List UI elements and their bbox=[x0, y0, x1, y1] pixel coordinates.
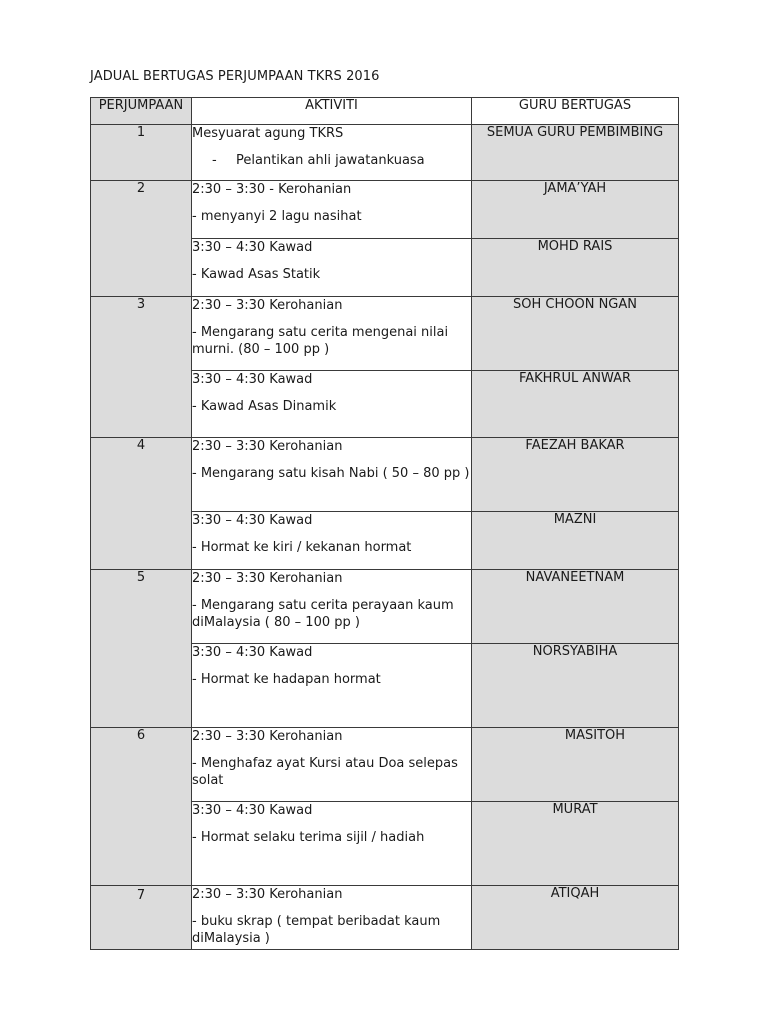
meeting-number: 3 bbox=[91, 297, 192, 438]
activity-line: - Hormat ke hadapan hormat bbox=[192, 672, 381, 687]
activity-line: - Hormat selaku terima sijil / hadiah bbox=[192, 830, 425, 845]
activity-line: - Hormat ke kiri / kekanan hormat bbox=[192, 540, 412, 555]
activity-cell bbox=[192, 644, 472, 728]
activity-cell bbox=[192, 802, 472, 886]
teacher-on-duty: MURAT bbox=[472, 802, 679, 886]
meeting-number: 1 bbox=[91, 125, 192, 181]
table-row bbox=[91, 181, 679, 239]
activity-cell bbox=[192, 125, 472, 181]
table-row bbox=[91, 570, 679, 644]
header-perjumpaan: PERJUMPAAN bbox=[91, 98, 192, 125]
meeting-number: 5 bbox=[91, 570, 192, 728]
teacher-on-duty: MOHD RAIS bbox=[472, 239, 679, 297]
teacher-on-duty: FAEZAH BAKAR bbox=[472, 438, 679, 512]
activity-line: 3:30 – 4:30 Kawad bbox=[192, 372, 313, 387]
activity-line: 3:30 – 4:30 Kawad bbox=[192, 803, 313, 818]
teacher-on-duty: NORSYABIHA bbox=[472, 644, 679, 728]
activity-cell bbox=[192, 181, 472, 239]
table-row bbox=[91, 728, 679, 802]
header-guru-bertugas: GURU BERTUGAS bbox=[472, 98, 679, 125]
activity-line: 3:30 – 4:30 Kawad bbox=[192, 645, 313, 660]
bullet-dash: - bbox=[212, 153, 217, 168]
activity-cell bbox=[192, 512, 472, 570]
teacher-on-duty: MASITOH bbox=[472, 728, 679, 802]
activity-line: - Mengarang satu cerita perayaan kaum diMalaysia ( 80 – 100 pp ) bbox=[192, 598, 454, 630]
document-title: JADUAL BERTUGAS PERJUMPAAN TKRS 2016 bbox=[90, 69, 380, 84]
activity-cell bbox=[192, 438, 472, 512]
activity-line: Mesyuarat agung TKRS bbox=[192, 126, 344, 141]
meeting-number: 6 bbox=[91, 728, 192, 886]
meeting-number: 4 bbox=[91, 438, 192, 570]
teacher-on-duty: FAKHRUL ANWAR bbox=[472, 371, 679, 438]
teacher-on-duty: ATIQAH bbox=[472, 886, 679, 950]
activity-cell bbox=[192, 371, 472, 438]
activity-line: - Mengarang satu kisah Nabi ( 50 – 80 pp ) bbox=[192, 466, 470, 481]
activity-line: 2:30 – 3:30 Kerohanian bbox=[192, 571, 343, 586]
activity-line: 3:30 – 4:30 Kawad bbox=[192, 240, 313, 255]
teacher-on-duty: SEMUA GURU PEMBIMBING bbox=[472, 125, 679, 181]
activity-line: - Kawad Asas Statik bbox=[192, 267, 321, 282]
activity-line: 2:30 – 3:30 Kerohanian bbox=[192, 298, 343, 313]
activity-line: 2:30 – 3:30 Kerohanian bbox=[192, 439, 343, 454]
teacher-on-duty: SOH CHOON NGAN bbox=[472, 297, 679, 371]
table-header-row bbox=[91, 98, 679, 125]
table-row bbox=[91, 886, 679, 950]
activity-line: - menyanyi 2 lagu nasihat bbox=[192, 209, 362, 224]
meeting-number: 2 bbox=[91, 181, 192, 297]
activity-line: 2:30 – 3:30 Kerohanian bbox=[192, 729, 343, 744]
activity-line: 2:30 – 3:30 Kerohanian bbox=[192, 887, 343, 902]
teacher-on-duty: MAZNI bbox=[472, 512, 679, 570]
teacher-on-duty: JAMA’YAH bbox=[472, 181, 679, 239]
activity-line: - Mengarang satu cerita mengenai nilai murni. (80 – 100 pp ) bbox=[192, 325, 449, 357]
meeting-number: 7 bbox=[91, 886, 192, 950]
duty-schedule-table bbox=[90, 97, 679, 950]
teacher-on-duty: NAVANEETNAM bbox=[472, 570, 679, 644]
activity-cell bbox=[192, 239, 472, 297]
activity-line: 3:30 – 4:30 Kawad bbox=[192, 513, 313, 528]
activity-line: - Kawad Asas Dinamik bbox=[192, 399, 337, 414]
activity-bullet bbox=[192, 152, 471, 169]
activity-line: - Menghafaz ayat Kursi atau Doa selepas solat bbox=[192, 756, 458, 788]
activity-cell bbox=[192, 728, 472, 802]
table-row bbox=[91, 125, 679, 181]
activity-line: Pelantikan ahli jawatankuasa bbox=[236, 153, 425, 168]
header-aktiviti: AKTIVITI bbox=[192, 98, 472, 125]
table-row bbox=[91, 438, 679, 512]
activity-cell bbox=[192, 297, 472, 371]
activity-cell bbox=[192, 886, 472, 950]
table-row bbox=[91, 297, 679, 371]
activity-line: - buku skrap ( tempat beribadat kaum diMalaysia ) bbox=[192, 914, 441, 946]
activity-cell bbox=[192, 570, 472, 644]
activity-line: 2:30 – 3:30 - Kerohanian bbox=[192, 182, 352, 197]
